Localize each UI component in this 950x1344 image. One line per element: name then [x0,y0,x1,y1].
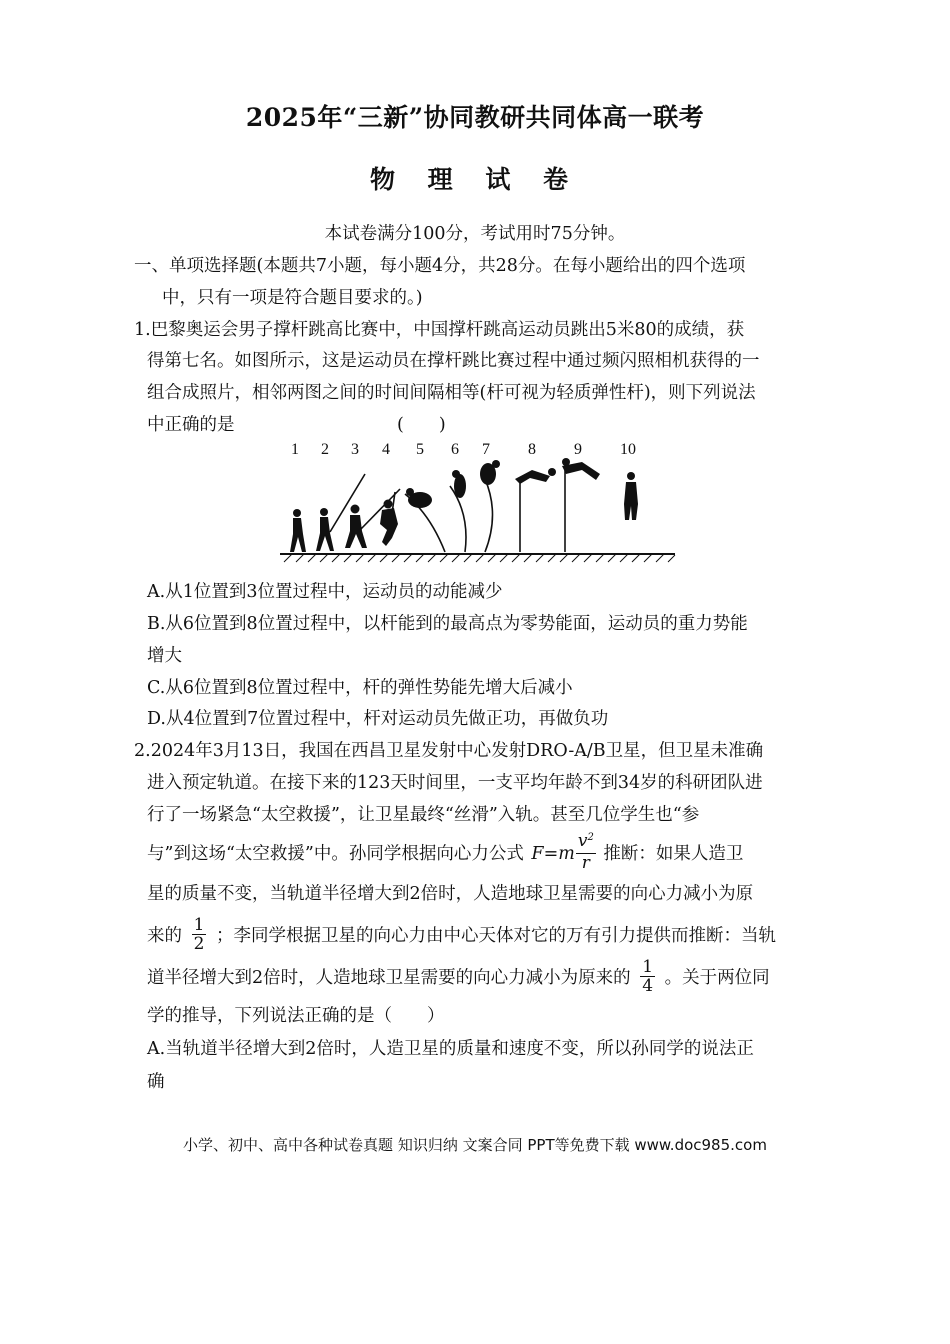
q2-option-a-line1: A.当轨道半径增大到2倍时，人造卫星的质量和速度不变，所以孙同学的说法正 [147,1039,754,1059]
q1-option-d: D.从4位置到7位置过程中，杆对运动员先做正功，再做负功 [147,709,609,729]
figure-label-7: 7 [482,441,490,458]
exam-subtitle: 物 理 试 卷 [369,165,581,194]
q1-line1: 1.巴黎奥运会男子撑杆跳高比赛中，中国撑杆跳高运动员跳出5米80的成绩，获 [134,320,745,340]
formula-v: v [577,831,588,851]
q1-option-b-line2: 增大 [147,646,182,666]
fraction-quarter [640,958,655,995]
q2-line5: 星的质量不变，当轨道半径增大到2倍时，人造地球卫星需要的向心力减小为原 [147,884,754,904]
q2-line4-start: 与”到这场“太空救援”中。孙同学根据向心力公式 [147,844,524,864]
q2-line4 [147,831,744,874]
figure-label-4: 4 [382,441,390,458]
q1-option-c: C.从6位置到8位置过程中，杆的弹性势能先增大后减小 [147,678,573,698]
centripetal-force-formula [531,831,595,874]
figure-label-8: 8 [528,441,536,458]
q1-option-a: A.从1位置到3位置过程中，运动员的动能减少 [147,582,503,602]
exam-info: 本试卷满分100分，考试用时75分钟。 [324,224,626,244]
q2-line7-end: 。关于两位同 [664,968,770,988]
poles [330,466,565,552]
quarter-numerator: 1 [642,957,654,977]
figure-label-1: 1 [291,441,299,458]
exam-title: 2025年“三新”协同教研共同体高一联考 [245,103,705,132]
formula-sup: 2 [587,832,594,843]
q2-line6-end: ；李同学根据卫星的向心力由中心天体对它的万有引力提供而推断：当轨 [215,926,776,946]
q2-line7 [147,957,770,997]
section-heading-line2: 中，只有一项是符合题目要求的。) [162,288,423,308]
ground-hatching [284,554,675,562]
quarter-denominator: 4 [642,976,654,996]
formula-f: F [531,844,544,864]
figure-label-2: 2 [321,441,329,458]
formula-eq: =m [543,844,575,864]
figure-label-6: 6 [451,441,459,458]
figure-label-5: 5 [416,441,424,458]
half-numerator: 1 [193,915,205,935]
q1-line3: 组合成照片，相邻两图之间的时间间隔相等(杆可视为轻质弹性杆)，则下列说法 [147,383,756,403]
q2-line7-start: 道半径增大到2倍时，人造地球卫星需要的向心力减小为原来的 [147,968,631,988]
figure-label-3: 3 [351,441,359,458]
q1-line2: 得第七名。如图所示，这是运动员在撑杆跳比赛过程中通过频闪照相机获得的一 [147,351,760,371]
athlete-silhouettes [290,458,638,552]
q1-answer-bracket: ( ) [397,415,446,435]
half-denominator: 2 [193,934,205,954]
q2-line8: 学的推导，下列说法正确的是（ ） [147,1006,445,1026]
section-heading-line1: 一、单项选择题(本题共7小题，每小题4分，共28分。在每小题给出的四个选项 [134,256,746,276]
q2-option-a-line2: 确 [147,1072,165,1092]
figure-label-10: 10 [620,441,636,458]
q2-line6 [147,915,776,955]
page-footer: 小学、初中、高中各种试卷真题 知识归纳 文案合同 PPT等免费下载 www.doc985.com [183,1136,767,1154]
q1-option-b-line1: B.从6位置到8位置过程中，以杆能到的最高点为零势能面，运动员的重力势能 [147,614,748,634]
pole-vault-figure [270,434,680,564]
formula-fraction [576,832,596,872]
q2-line2: 进入预定轨道。在接下来的123天时间里，一支平均年龄不到34岁的科研团队进 [147,773,763,793]
figure-label-9: 9 [574,441,582,458]
fraction-half [192,916,207,953]
q2-line4-end: 推断：如果人造卫 [603,844,744,864]
q2-line1: 2.2024年3月13日，我国在西昌卫星发射中心发射DRO-A/B卫星，但卫星未准确 [134,741,764,761]
formula-r: r [581,853,590,873]
q2-line3: 行了一场紧急“太空救援”，让卫星最终“丝滑”入轨。甚至几位学生也“参 [147,805,700,825]
q1-line4: 中正确的是 [147,415,235,435]
q2-line6-start: 来的 [147,926,182,946]
